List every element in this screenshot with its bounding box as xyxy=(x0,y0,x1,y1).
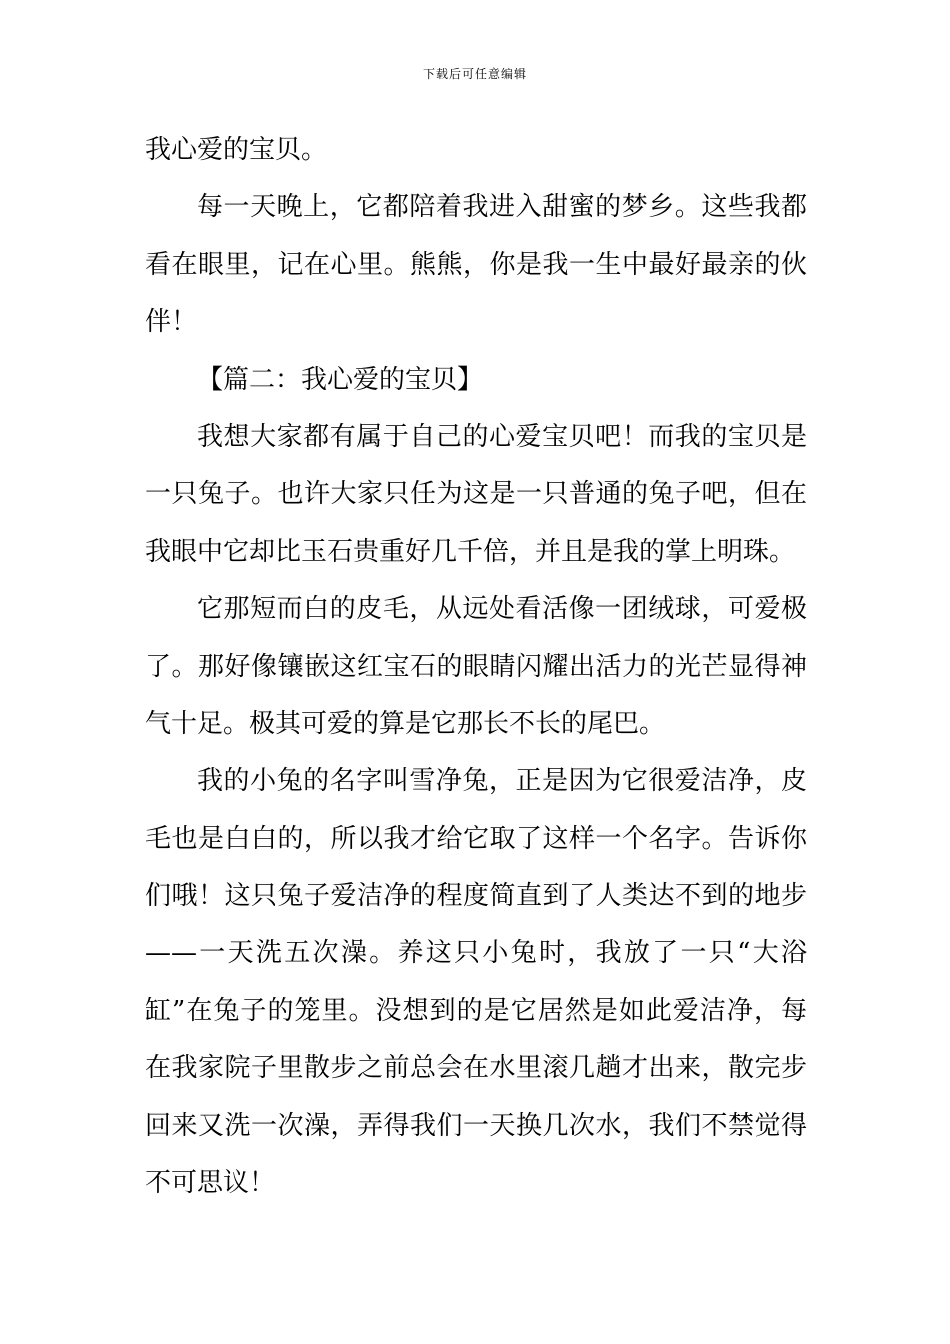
text-line: 回来又洗一次澡，弄得我们一天换几次水，我们不禁觉得 xyxy=(145,1110,807,1141)
text-line: 【篇二：我心爱的宝贝】 xyxy=(197,364,484,395)
text-line: 缸”在兔子的笼里。没想到的是它居然是如此爱洁净，每 xyxy=(145,995,807,1026)
text-line: 毛也是白白的，所以我才给它取了这样一个名字。告诉你 xyxy=(145,823,807,854)
text-line: 不可思议！ xyxy=(145,1168,276,1199)
header-note: 下载后可任意编辑 xyxy=(422,67,527,81)
text-line: ——一天洗五次澡。养这只小兔时，我放了一只“大浴 xyxy=(145,938,807,969)
text-line: 伴！ xyxy=(145,307,198,338)
text-line: 气十足。极其可爱的算是它那长不长的尾巴。 xyxy=(145,708,666,739)
text-line: 了。那好像镶嵌这红宝石的眼睛闪耀出活力的光芒显得神 xyxy=(145,651,807,682)
text-line: 在我家院子里散步之前总会在水里滚几趟才出来，散完步 xyxy=(145,1053,807,1084)
text-line: 我眼中它却比玉石贵重好几千倍，并且是我的掌上明珠。 xyxy=(145,536,796,567)
text-line: 我想大家都有属于自己的心爱宝贝吧！而我的宝贝是 xyxy=(197,421,807,452)
text-line: 们哦！这只兔子爱洁净的程度简直到了人类达不到的地步 xyxy=(145,881,807,912)
text-line: 每一天晚上，它都陪着我进入甜蜜的梦乡。这些我都 xyxy=(197,192,807,223)
text-line: 看在眼里，记在心里。熊熊，你是我一生中最好最亲的伙 xyxy=(145,249,807,280)
document-body xyxy=(145,122,807,1212)
text-line: 它那短而白的皮毛，从远处看活像一团绒球，可爱极 xyxy=(197,594,807,625)
text-line: 我的小兔的名字叫雪净兔，正是因为它很爱洁净，皮 xyxy=(197,766,807,797)
text-line: 一只兔子。也许大家只任为这是一只普通的兔子吧，但在 xyxy=(145,479,807,510)
text-line: 我心爱的宝贝。 xyxy=(145,135,328,165)
